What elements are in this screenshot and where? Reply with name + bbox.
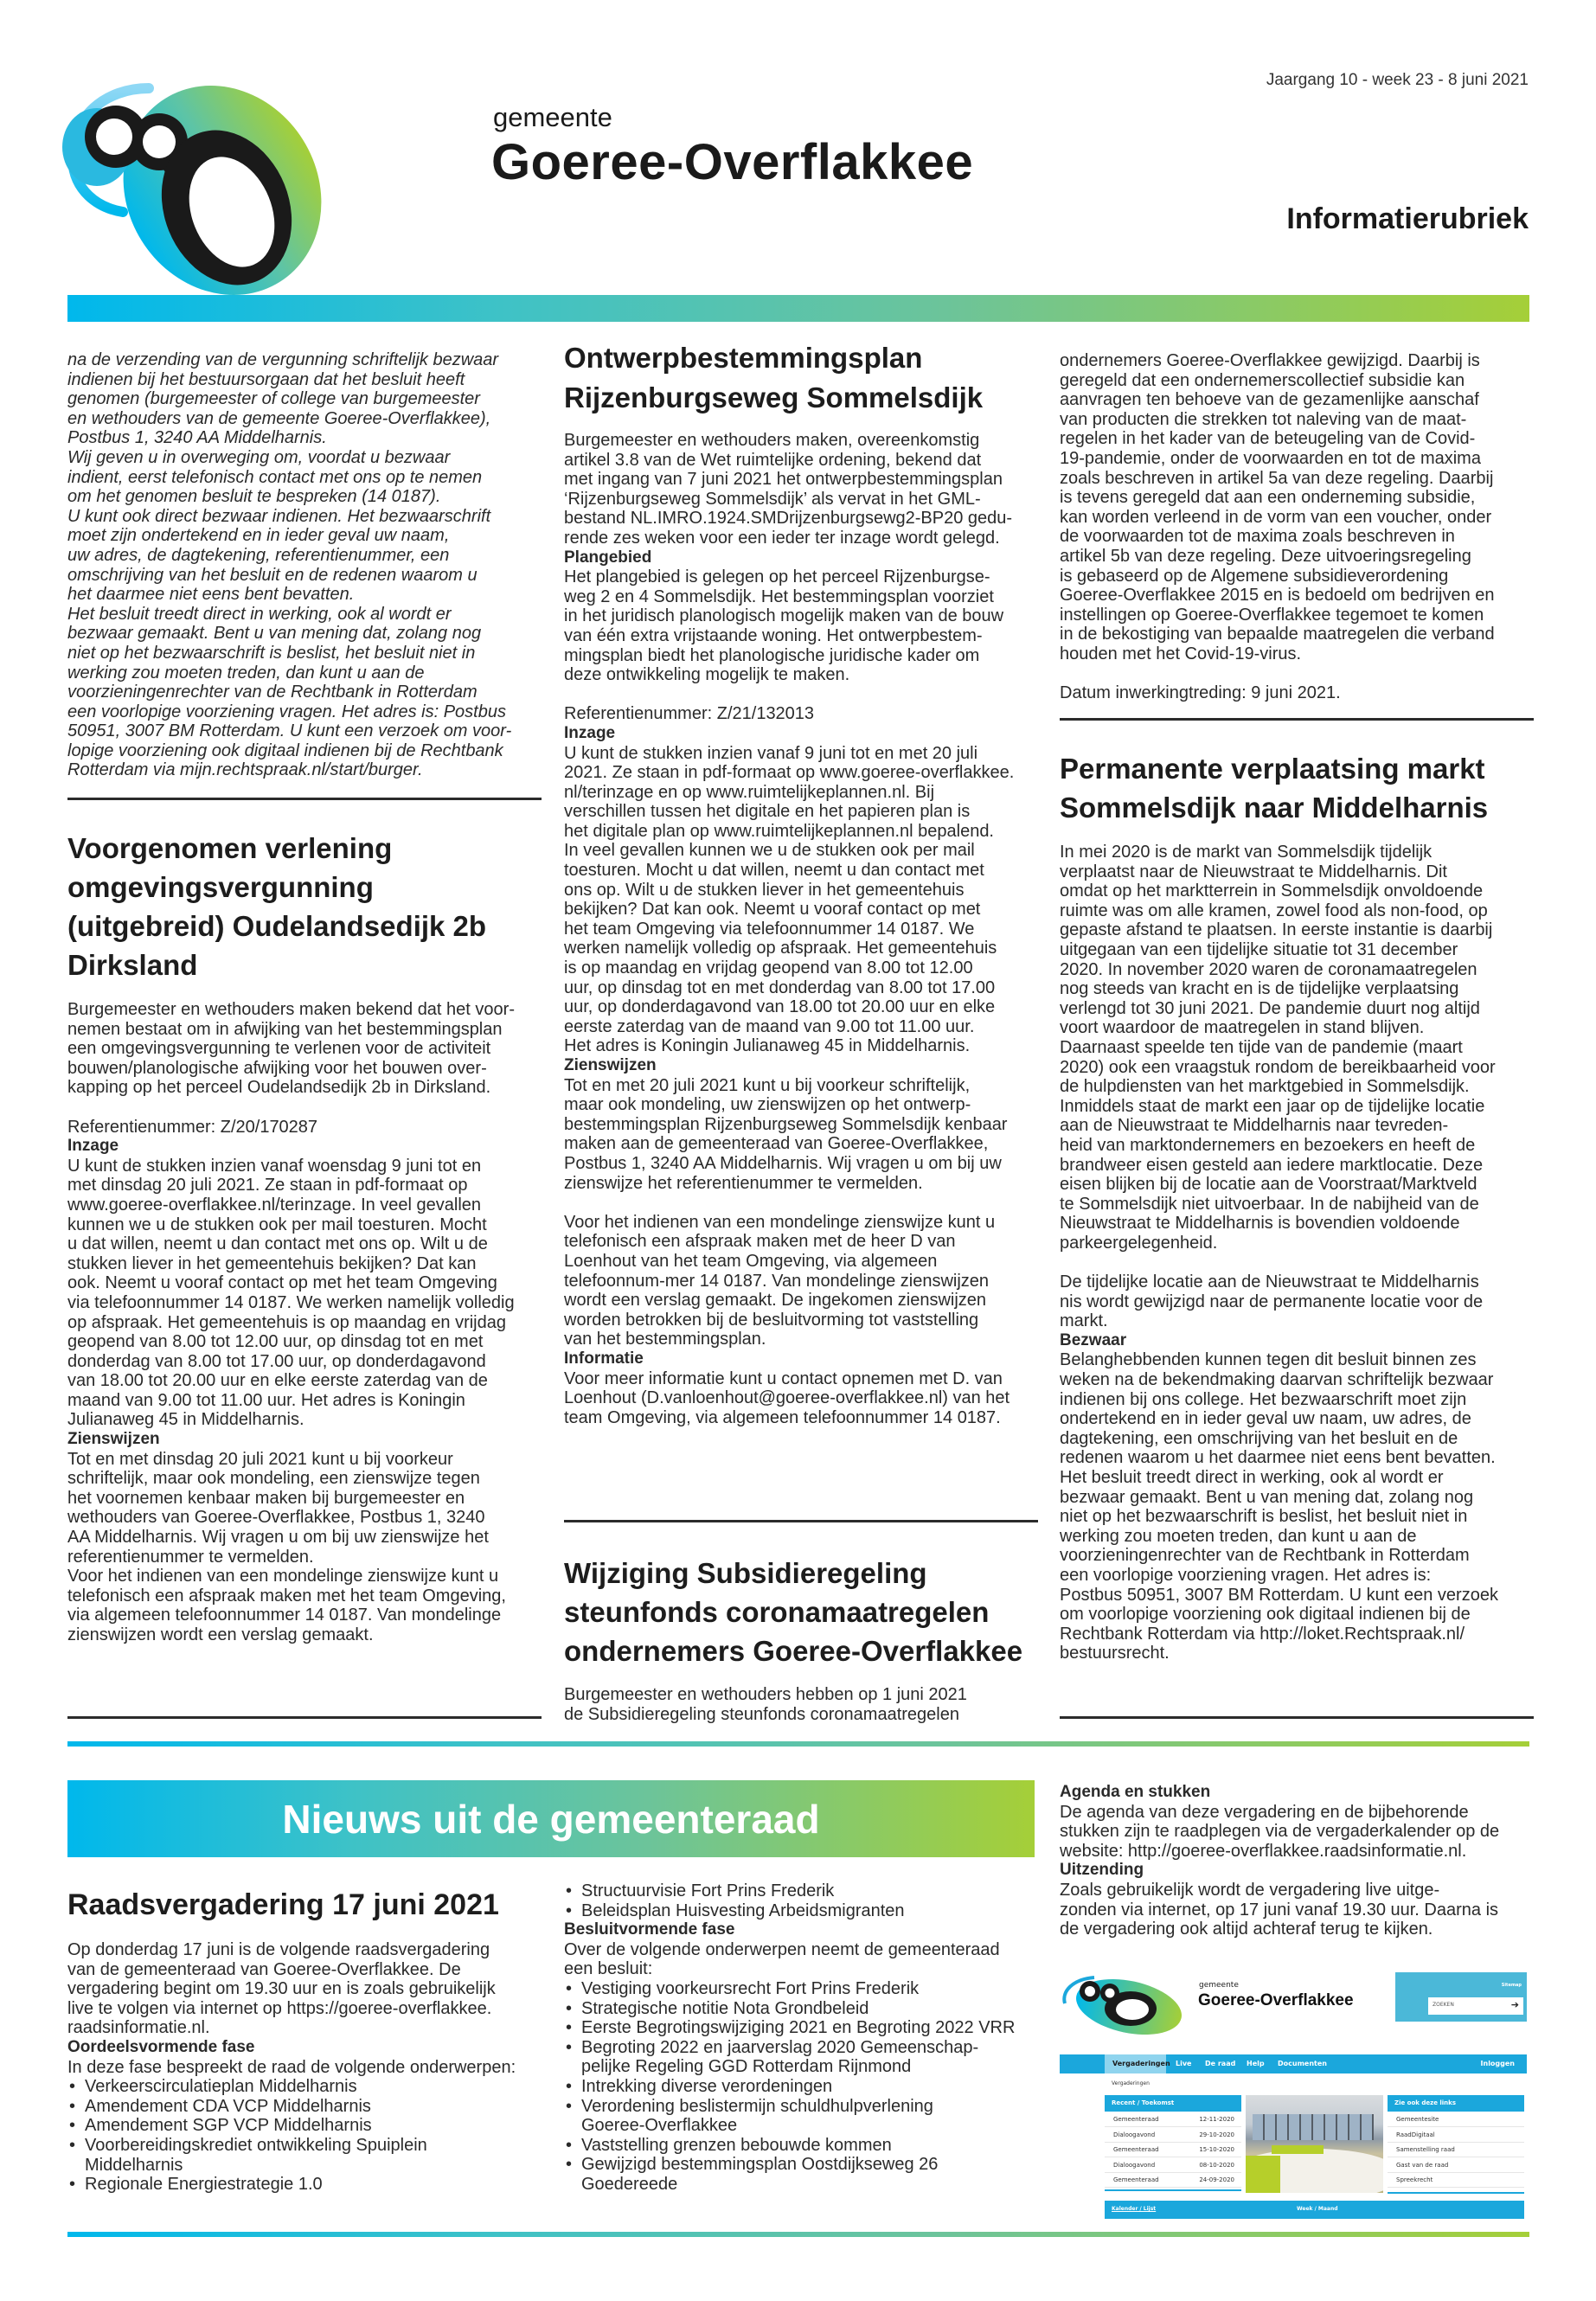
list-item: • Structuurvisie Fort Prins Frederik bbox=[564, 1881, 1038, 1901]
agenda-text: De agenda van deze vergadering en de bijbehorende stukken zijn te raadplegen via de vergaderkalender op de website: http://goeree-overflakkee.raadsinformatie.nl. bbox=[1060, 1802, 1500, 1861]
divider bbox=[1060, 718, 1534, 721]
raad-title: Raadsvergadering 17 juni 2021 bbox=[67, 1888, 499, 1921]
raadsinformatie-website-screenshot bbox=[1060, 1972, 1531, 2225]
meeting-date: 08-10-2020 bbox=[1199, 2161, 1234, 2169]
article-title: Ontwerpbestemmingsplan Rijzenburgseweg Sommelsdijk bbox=[564, 342, 984, 413]
article-oudelandsedijk bbox=[67, 829, 542, 984]
nav-tab: Live bbox=[1176, 2060, 1192, 2067]
raad-agenda bbox=[1060, 1783, 1534, 1939]
oordeel-list bbox=[67, 2077, 542, 2195]
list-item: • Vestiging voorkeursrecht Fort Prins Frederik bbox=[564, 1979, 1038, 1999]
article-title: Voorgenomen verlening omgevingsvergunning (uitgebreid) Oudelandsedijk 2b Dirksland bbox=[67, 832, 487, 981]
recent-header: Recent / Toekomst bbox=[1105, 2095, 1241, 2112]
meeting-row bbox=[1105, 2128, 1241, 2143]
list-item: • Eerste Begrotingswijziging 2021 en Begroting 2022 VRR bbox=[564, 2018, 1038, 2038]
subheading-inzage: Inzage bbox=[564, 723, 616, 742]
effective-date: Datum inwerkingtreding: 9 juni 2021. bbox=[1060, 683, 1341, 703]
meeting-name: Gemeenteraad bbox=[1113, 2146, 1159, 2153]
sitemap-link: Sitemap bbox=[1501, 1983, 1522, 1988]
oordeel-intro: In deze fase bespreekt de raad de volgende onderwerpen: bbox=[67, 2057, 516, 2077]
list-item: • Beleidsplan Huisvesting Arbeidsmigranten bbox=[564, 1901, 1038, 1921]
meeting-name: Gemeenteraad bbox=[1113, 2176, 1159, 2183]
panel-underline bbox=[1388, 2192, 1524, 2194]
article-intro: Burgemeester en wethouders maken bekend dat het voor- nemen bestaat om in afwijking van het bestemmingsplan een omgevingsvergunning te verlenen voor de activiteit bouwen/planologische afwijking voor het bouwen over- kapping op het perceel Oudelandsedijk 2b in Dirksland. bbox=[67, 1000, 515, 1098]
inzage-text: U kunt de stukken inzien vanaf 9 juni tot en met 20 juli 2021. Ze staan in pdf-formaat op www.goeree-overflakkee. nl/terinzage en op www.ruimtelijkeplannen.nl. Bij verschillen tussen het digitale en het papieren plan is het digitale plan op www.ruimtelijkeplannen.nl bepalend. In veel gevallen kunnen we u de stukken ook per mail toesturen. Mocht u dat willen, neemt u dan contact met ons op. Wilt u de stukken liever in het gemeentehuis bekijken? Dat kan ook. Neemt u vooraf contact op met het team Omgeving via telefoonnummer 14 0187. We werken namelijk volledig op afspraak. Het gemeentehuis is op maandag en vrijdag geopend van 8.00 tot 12.00 uur, op dinsdag tot en met donderdag van 8.00 tot 17.00 uur, op donderdagavond van 18.00 tot 20.00 uur en elke eerste zaterdag van de maand van 9.00 tot 11.00 uur. Het adres is Koningin Julianaweg 45 in Middelharnis. bbox=[564, 743, 1015, 1056]
link-row: Samenstelling raad bbox=[1388, 2143, 1524, 2157]
subheading-plangebied: Plangebied bbox=[564, 548, 652, 567]
link-row: RaadDigitaal bbox=[1388, 2128, 1524, 2143]
list-item: • Gewijzigd bestemmingsplan Oostdijkseweg 26 Goedereede bbox=[564, 2155, 1038, 2194]
divider bbox=[564, 1520, 1038, 1522]
link-row: Spreekrecht bbox=[1388, 2173, 1524, 2188]
list-item: • Regionale Energiestrategie 1.0 bbox=[67, 2175, 542, 2195]
article-oudelandsedijk-body bbox=[67, 1000, 542, 1645]
nav-tab: Documenten bbox=[1278, 2060, 1327, 2067]
link-row: Gemeentesite bbox=[1388, 2112, 1524, 2127]
meeting-name: Dialoogavond bbox=[1113, 2161, 1156, 2169]
article-title: Wijziging Subsidieregeling steunfonds coronamaatregelen ondernemers Goeree-Overflakkee bbox=[564, 1557, 1023, 1667]
article-title: Permanente verplaatsing markt Sommelsdijk naar Middelharnis bbox=[1060, 753, 1489, 824]
reference-number: Referentienummer: Z/20/170287 bbox=[67, 1117, 318, 1137]
article-intro: Burgemeester en wethouders hebben op 1 juni 2021 de Subsidieregeling steunfonds coronamaatregelen bbox=[564, 1685, 967, 1724]
raad-banner bbox=[67, 1780, 1035, 1857]
meeting-date: 12-11-2020 bbox=[1199, 2116, 1234, 2123]
zienswijzen-text: Tot en met 20 juli 2021 kunt u bij voorkeur schriftelijk, maar ook mondeling, uw zienswijzen op het ontwerp- bestemmingsplan Rijzenburgseweg Sommelsdijk kenbaar maken aan de gemeenteraad van Goeree-Overflakkee, Postbus 1, 3240 AA Middelharnis. Wij vragen u om bij uw zienswijze het referentienummer te vermelden. bbox=[564, 1075, 1008, 1193]
list-item: • Intrekking diverse verordeningen bbox=[564, 2077, 1038, 2097]
plangebied-text: Het plangebied is gelegen op het perceel Rijzenburgse- weg 2 en 4 Sommelsdijk. Het bestemmingsplan voorziet in het juridisch planologisch mogelijk maken van de bouw van één extra vrijstaande woning. Het ontwerpbestem- mingsplan biedt het planologische juridische kader om deze ontwikkeling mogelijk te maken. bbox=[564, 567, 1004, 685]
list-item: • Amendement CDA VCP Middelharnis bbox=[67, 2097, 542, 2117]
panel-underline bbox=[1105, 2189, 1241, 2191]
meeting-row bbox=[1105, 2143, 1241, 2157]
subheading-informatie: Informatie bbox=[564, 1349, 644, 1368]
subheading-zienswijzen: Zienswijzen bbox=[564, 1056, 657, 1074]
inzage-text: U kunt de stukken inzien vanaf woensdag 9 juni tot en met dinsdag 20 juli 2021. Ze staan in pdf-formaat op www.goeree-overflakkee.nl/terinzage. In veel gevallen kunnen we u de stukken ook per mail toesturen. Mocht u dat willen, neemt u dan contact met ons op. Wilt u de stukken liever in het gemeentehuis bekijken? Dat kan ook. Neemt u vooraf contact op met het team Omgeving via telefoonnummer 14 0187. We werken namelijk volledig op afspraak. Het gemeentehuis is op maandag en vrijdag geopend van 8.00 tot 12.00 uur, op dinsdag tot en met donderdag van 8.00 tot 17.00 uur, op donderdagavond van 18.00 tot 20.00 uur en elke eerste zaterdag van de maand van 9.00 tot 11.00 uur. Het adres is Koningin Julianaweg 45 in Middelharnis. bbox=[67, 1156, 515, 1430]
raad-article bbox=[67, 1886, 542, 1925]
council-chamber-photo bbox=[1246, 2095, 1383, 2193]
bezwaar-continuation bbox=[67, 350, 542, 780]
section-title: Informatierubriek bbox=[1286, 202, 1529, 235]
website-nav bbox=[1060, 2054, 1527, 2073]
besluit-intro: Over de volgende onderwerpen neemt de gemeenteraad een besluit: bbox=[564, 1939, 1000, 1979]
raad-body-continued bbox=[564, 1881, 1038, 2195]
article-subsidie-intro bbox=[564, 1685, 1038, 1724]
search-placeholder: ZOEKEN bbox=[1433, 2002, 1454, 2008]
meeting-name: Dialoogavond bbox=[1113, 2131, 1156, 2138]
article-rijzenburgseweg-body bbox=[564, 431, 1038, 1427]
subheading-zienswijzen: Zienswijzen bbox=[67, 1430, 160, 1449]
article-markt bbox=[1060, 749, 1534, 827]
reference-number: Referentienummer: Z/21/132013 bbox=[564, 704, 815, 724]
website-logo-icon bbox=[1060, 1972, 1185, 2035]
header-gradient-bar bbox=[67, 295, 1529, 322]
meeting-date: 15-10-2020 bbox=[1199, 2146, 1234, 2153]
section-gradient-line bbox=[67, 1741, 1529, 1747]
bezwaar-text: Belanghebbenden kunnen tegen dit besluit binnen zes weken na de bekendmaking daarvan schriftelijk bezwaar indienen bij ons college. Het bezwaarschrift moet zijn ondertekend en in ieder geval uw naam, uw adres, de dagtekening, een omschrijving van het besluit en de redenen waarom u het daarmee niet eens bent bevatten. Het besluit treedt direct in werking, ook al wordt er bezwaar gemaakt. Bent u van mening dat, zolang nog niet op het bezwaarschrift is beslist, het besluit niet in werking zou moeten treden, dan kunt u aan de voorzieningenrechter van de Rechtbank in Rotterdam een voorlopige voorziening vragen. Het adres is: Postbus 50951, 3007 BM Rotterdam. U kunt een verzoek om voorlopige voorziening ook digitaal indienen bij de Rechtbank Rotterdam via http://loket.Rechtspraak.nl/ bestuursrecht. bbox=[1060, 1350, 1498, 1663]
nav-tab: Vergaderingen bbox=[1105, 2054, 1166, 2073]
list-item: • Strategische notitie Nota Grondbeleid bbox=[564, 1999, 1038, 2019]
subsidie-continuation: ondernemers Goeree-Overflakkee gewijzigd. Daarbij is geregeld dat een ondernemerscollectief subsidie kan aanvragen ten behoeve van de gezamenlijke aanschaf van producten die strekken tot naleving van de maat- regelen in het kader van de beteugeling van de Covid- 19-pandemie, onder de voorwaarden en tot de maxima zoals beschreven in artikel 5a van deze regeling. Daarbij is tevens geregeld dat aan een onderneming subsidie, kan worden verleend in de vorm van een voucher, onder de voorwaarden tot de maxima zoals beschreven in artikel 5b van deze regeling. Deze uitvoeringsregeling is gebaseerd op de Algemene subsidieverordening Goeree-Overflakkee 2015 en is bedoeld om bedrijven en instellingen op Goeree-Overflakkee tegemoet te komen in de bekostiging van bepaalde maatregelen die verband houden met het Covid-19-virus. bbox=[1060, 351, 1495, 663]
calendar-bar bbox=[1105, 2201, 1524, 2219]
nav-login: Inloggen bbox=[1480, 2060, 1515, 2067]
list-item: • Verordening beslistermijn schuldhulpverlening Goeree-Overflakkee bbox=[564, 2097, 1038, 2136]
meeting-row bbox=[1105, 2112, 1241, 2127]
subheading-uitzending: Uitzending bbox=[1060, 1861, 1144, 1880]
municipality-logo-icon bbox=[62, 69, 365, 298]
website-breadcrumb: Vergaderingen bbox=[1112, 2080, 1150, 2086]
masthead-gemeente: gemeente bbox=[493, 102, 612, 132]
subheading-agenda: Agenda en stukken bbox=[1060, 1783, 1211, 1801]
markt-paragraph-2: De tijdelijke locatie aan de Nieuwstraat te Middelharnis nis wordt gewijzigd naar de permanente locatie voor de markt. bbox=[1060, 1272, 1484, 1331]
article-markt-body bbox=[1060, 843, 1534, 1663]
subheading-besluit: Besluitvormende fase bbox=[564, 1920, 735, 1939]
raad-body bbox=[67, 1940, 542, 2195]
meeting-row bbox=[1105, 2158, 1241, 2173]
divider bbox=[1060, 1716, 1534, 1719]
website-municipality: Goeree-Overflakkee bbox=[1198, 1991, 1354, 2009]
article-rijzenburgseweg bbox=[564, 338, 1038, 418]
list-item: • Vaststelling grenzen bebouwde kommen bbox=[564, 2136, 1038, 2156]
link-row: Gast van de raad bbox=[1388, 2158, 1524, 2173]
informatie-text: Voor meer informatie kunt u contact opnemen met D. van Loenhout (D.vanloenhout@goeree-overflakkee.nl) van het team Omgeving, via algemeen telefoonnummer 14 0187. bbox=[564, 1368, 1010, 1427]
meeting-name: Gemeenteraad bbox=[1113, 2116, 1159, 2123]
continuation-text: na de verzending van de vergunning schriftelijk bezwaar indienen bij het bestuursorgaan dat het besluit heeft genomen (burgemeester of college van burgemeester en wethouders van de gemeente Goeree-Overflakkee), Postbus 1, 3240 AA Middelharnis. Wij geven u in overweging om, voordat u bezwaar indient, eerst telefonisch contact met ons op te nemen om het genomen besluit te bespreken (14 0187). U kunt ook direct bezwaar indienen. Het bezwaarschrift moet zijn ondertekend en in ieder geval uw naam, uw adres, de dagtekening, referentienummer, een omschrijving van het besluit en de redenen waarom u het daarmee niet eens bent bevatten. Het besluit treedt direct in werking, ook al wordt er bezwaar gemaakt. Bent u van mening dat, zolang nog niet op het bezwaarschrift is beslist, het besluit niet in werking zou moeten treden, dan kunt u aan de voorzieningenrechter van de Rechtbank in Rotterdam een voorlopige voorziening vragen. Het adres is: Postbus 50951, 3007 BM Rotterdam. U kunt een verzoek om voor- lopige voorziening ook digitaal indienen bij de Rechtbank Rotterdam via mijn.rechtspraak.nl/start/burger. bbox=[67, 350, 512, 780]
subheading-inzage: Inzage bbox=[67, 1137, 119, 1156]
article-subsidie-continued bbox=[1060, 351, 1534, 703]
nav-tab: De raad bbox=[1205, 2060, 1236, 2067]
meeting-date: 29-10-2020 bbox=[1199, 2131, 1234, 2138]
list-item: • Verkeerscirculatieplan Middelharnis bbox=[67, 2077, 542, 2097]
markt-paragraph-1: In mei 2020 is de markt van Sommelsdijk tijdelijk verplaatst naar de Nieuwstraat te Middelharnis. Dit omdat op het marktterrein in Sommelsdijk onvoldoende ruimte was om alle kramen, zowel food als non-food, op gepaste afstand te plaatsen. In eerste instantie is daarbij uitgegaan van een tijdelijke situatie tot 31 december 2020. In november 2020 waren de coronamaatregelen nog steeds van kracht en is de tijdelijke verplaatsing verlengd tot 30 juni 2021. De pandemie duurt nog altijd voort waardoor de maatregelen in stand blijven. Daarnaast speelde ten tijde van de pandemie (maart 2020) ook een vraagstuk rondom de bereikbaarheid voor de hulpdiensten van het marktgebied in Sommelsdijk. Inmiddels staat de markt een jaar op de tijdelijke locatie aan de Nieuwstraat te Middelharnis naar tevreden- heid van marktondernemers en bezoekers en heeft de brandweer eisen gesteld aan iedere marktlocatie. Deze eisen blijken bij de locatie aan de Voorstraat/Marktveld te Sommelsdijk niet uitvoerbaar. In de nabijheid van de Nieuwstraat te Middelharnis is bovendien voldoende parkeergelegenheid. bbox=[1060, 843, 1496, 1253]
arrow-right-icon: ➔ bbox=[1510, 1999, 1519, 2010]
list-item: • Begroting 2022 en jaarverslag 2020 Gemeenschap- pelijke Regeling GGD Rotterdam Rijnmond bbox=[564, 2038, 1038, 2077]
masthead-municipality: Goeree-Overflakkee bbox=[491, 134, 974, 190]
oordeel-list-continued bbox=[564, 1881, 1038, 1920]
list-item: • Amendement SGP VCP Middelharnis bbox=[67, 2116, 542, 2136]
period-toggle: Week / Maand bbox=[1297, 2206, 1338, 2212]
subheading-bezwaar: Bezwaar bbox=[1060, 1330, 1127, 1349]
divider bbox=[67, 1716, 542, 1719]
raad-intro: Op donderdag 17 juni is de volgende raadsvergadering van de gemeenteraad van Goeree-Overflakkee. De vergadering begint om 19.30 uur en is zoals gebruikelijk live te volgen via internet op https://goeree-overflakkee. raadsinformatie.nl. bbox=[67, 1940, 496, 2038]
article-subsidie bbox=[564, 1554, 1038, 1670]
uitzending-text: Zoals gebruikelijk wordt de vergadering live uitge- zonden via internet, op 17 juni vanaf 19.30 uur. Daarna is de vergadering ook altijd achteraf terug te kijken. bbox=[1060, 1880, 1499, 1939]
mondeling-text: Voor het indienen van een mondelinge zienswijze kunt u telefonisch een afspraak maken met de heer D van Loenhout van het team Omgeving, via algemeen telefoonnum-mer 14 0187. Van mondelinge zienswijzen wordt een verslag gemaakt. De ingekomen zienswijzen worden betrokken bij de besluitvorming tot vaststelling van het bestemmingsplan. bbox=[564, 1212, 996, 1349]
zienswijzen-text: Tot en met dinsdag 20 juli 2021 kunt u bij voorkeur schriftelijk, maar ook mondeling, een zienswijze tegen het voornemen kenbaar maken bij burgemeester en wethouders van Goeree-Overflakkee, Postbus 1, 3240 AA Middelharnis. Wij vragen u om bij uw zienswijze het referentienummer te vermelden. Voor het indienen van een mondelinge zienswijze kunt u telefonisch een afspraak maken met het team Omgeving, via algemeen telefoonnummer 14 0187. Van mondelinge zienswijzen wordt een verslag gemaakt. bbox=[67, 1449, 506, 1644]
website-gemeente: gemeente bbox=[1199, 1981, 1239, 1990]
list-item: • Voorbereidingskrediet ontwikkeling Spuiplein Middelharnis bbox=[67, 2136, 542, 2175]
raad-banner-title: Nieuws uit de gemeenteraad bbox=[282, 1796, 820, 1842]
meeting-date: 24-09-2020 bbox=[1199, 2176, 1234, 2183]
subheading-oordeel: Oordeelsvormende fase bbox=[67, 2037, 255, 2056]
article-intro: Burgemeester en wethouders maken, overeenkomstig artikel 3.8 van de Wet ruimtelijke ordening, bekend dat met ingang van 7 juni 2021 het ontwerpbestemmingsplan ‘Rijzenburgseweg Sommelsdijk’ als vervat in het GML- bestand NL.IMRO.1924.SMDrijzenburgsewg2-BP20 gedu- rende zes weken voor een ieder ter inzage wordt gelegd. bbox=[564, 431, 1013, 548]
website-search-panel bbox=[1395, 1972, 1527, 2022]
links-header: Zie ook deze links bbox=[1388, 2095, 1524, 2112]
nav-tab: Help bbox=[1247, 2060, 1265, 2067]
besluit-list bbox=[564, 1979, 1038, 2195]
search-input bbox=[1428, 1997, 1523, 2015]
calendar-toggle: Kalender / Lijst bbox=[1112, 2206, 1157, 2212]
issue-date-line: Jaargang 10 - week 23 - 8 juni 2021 bbox=[1266, 71, 1529, 89]
meeting-row bbox=[1105, 2173, 1241, 2188]
divider bbox=[67, 798, 542, 800]
footer-gradient-line bbox=[67, 2232, 1529, 2237]
